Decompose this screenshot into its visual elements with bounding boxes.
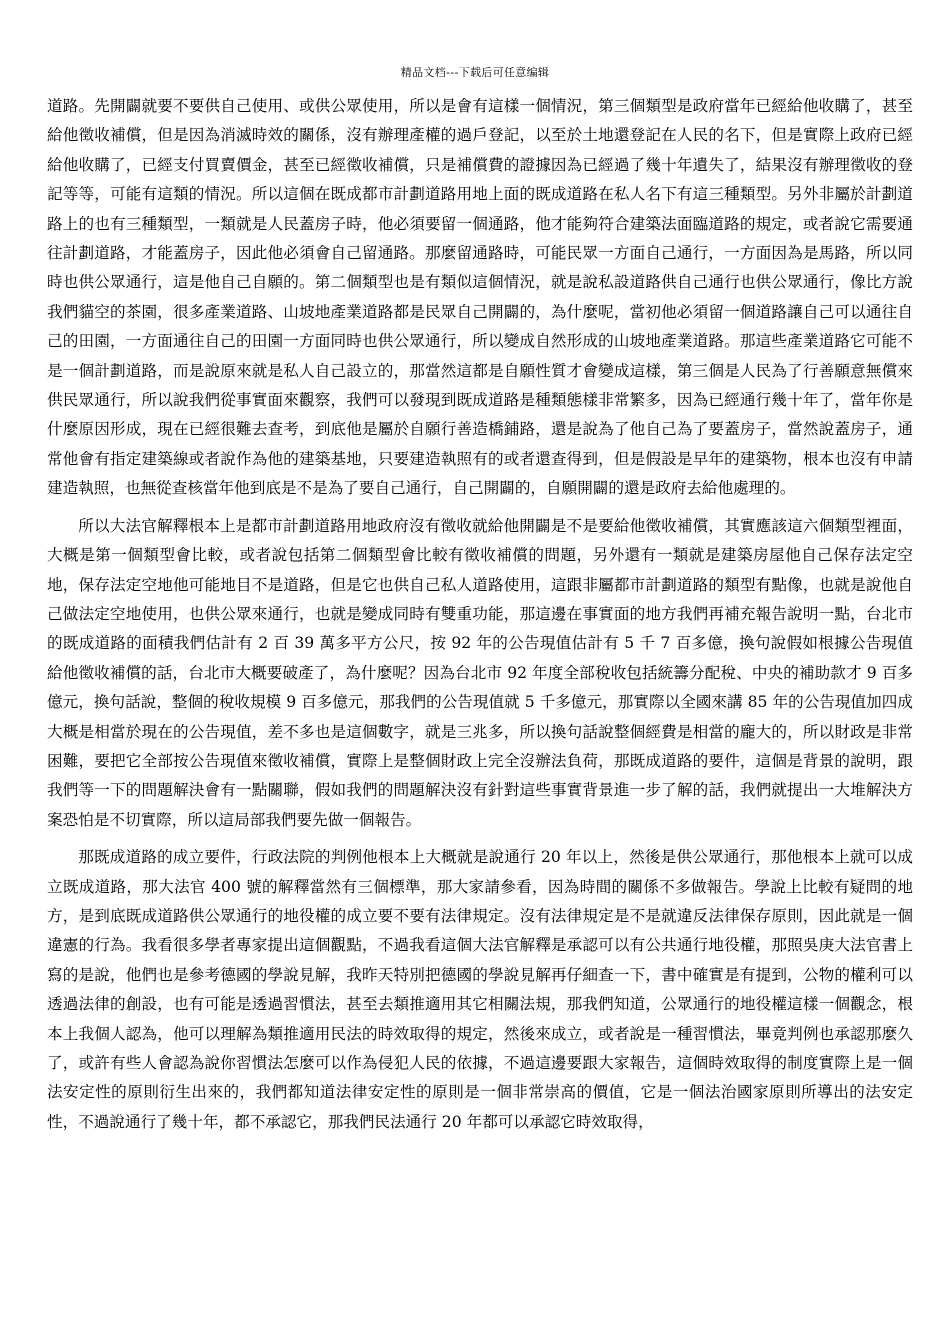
page-header-note: 精品文档---下载后可任意编辑 [400, 66, 550, 79]
document-body [47, 92, 913, 1145]
paragraph-1: 道路。先開闢就要不要供自己使用、或供公眾使用，所以是會有這樣一個情況，第三個類型是政府當年已經給他收購了，甚至給他徵收補償，但是因為消滅時效的關係，沒有辦理產權的過戶登記，以至於土地還登記在人民的名下，但是實際上政府已經給他收購了，已經支付買賣價金，甚至已經徵收補償，只是補償費的證據因為已經過了幾十年遺失了，結果沒有辦理徵收的登記等等，可能有這類的情況。所以這個在既成都市計劃道路用地上面的既成道路在私人名下有這三種類型。另外非屬於計劃道路上的也有三種類型，一類就是人民蓋房子時，他必須要留一個通路，他才能夠符合建築法面臨道路的規定，或者說它需要通往計劃道路，才能蓋房子，因此他必須會自己留通路。那麼留通路時，可能民眾一方面自己通行，一方面因為是馬路，所以同時也供公眾通行，這是他自己自願的。第二個類型也是有類似這個情況，就是說私設道路供自己通行也供公眾通行，像比方說我們貓空的茶園，很多產業道路、山坡地產業道路都是民眾自己開闢的，為什麼呢，當初他必須留一個道路讓自己可以通往自己的田園，一方面通往自己的田園一方面同時也供公眾通行，所以變成自然形成的山坡地產業道路。那這些產業道路它可能不是一個計劃道路，而是說原來就是私人自己設立的，那當然這都是自願性質才會變成這樣，第三個是人民為了行善願意無償來供民眾通行，所以說我們從事實面來觀察，我們可以發現到既成道路是種類態樣非常繁多，因為已經通行幾十年了，當年你是什麼原因形成，現在已經很難去查考，到底他是屬於自願行善造橋鋪路，還是說為了他自己為了要蓋房子，當然說蓋房子，通常他會有指定建築線或者說作為他的建築基地，只要建造執照有的或者還查得到，但是假設是早年的建築物，根本也沒有申請建造執照，也無從查核當年他到底是不是為了要自己通行，自己開闢的，自願開闢的還是政府去給他處理的。 [47, 97, 913, 498]
paragraph-3: 那既成道路的成立要件，行政法院的判例他根本上大概就是說通行 20 年以上，然後是供公眾通行，那他根本上就可以成立既成道路，那大法官 400 號的解釋當然有三個標準，那大家請參看，因為時間的關係不多做報告。學說上比較有疑問的地方，是到底既成道路供公眾通行的地役權的成立要不要有法律規定。沒有法律規定是不是就違反法律保存原則，因此就是一個違憲的行為。我看很多學者專家提出這個觀點，不過我看這個大法官解釋是承認可以有公共通行地役權，那照吳庚大法官書上寫的是說，他們也是參考德國的學說見解，我昨天特別把德國的學說見解再仔細查一下，書中確實是有提到，公物的權利可以透過法律的創設，也有可能是透過習慣法，甚至去類推適用其它相關法規，那我們知道，公眾通行的地役權這樣一個觀念，根本上我個人認為，他可以理解為類推適用民法的時效取得的規定，然後來成立，或者說是一種習慣法，畢竟判例也承認那麼久了，或許有些人會認為說你習慣法怎麼可以作為侵犯人民的依據，不過這邊要跟大家報告，這個時效取得的制度實際上是一個法安定性的原則衍生出來的，我們都知道法律安定性的原則是一個非常崇高的價值，它是一個法治國家原則所導出的法安定性，不過說通行了幾十年，都不承認它，那我們民法通行 20 年都可以承認它時效取得， [47, 848, 913, 1131]
paragraph-2: 所以大法官解釋根本上是都市計劃道路用地政府沒有徵收就給他開闢是不是要給他徵收補償，其實應該這六個類型裡面，大概是第一個類型會比較，或者說包括第二個類型會比較有徵收補償的問題，另外還有一類就是建築房屋他自己保存法定空地，保存法定空地他可能地目不是道路，但是它也供自己私人道路使用，這跟非屬都市計劃道路的類型有點像，也就是說他自己做法定空地使用，也供公眾來通行，也就是變成同時有雙重功能，那這邊在事實面的地方我們再補充報告說明一點，台北市的既成道路的面積我們估計有 2 百 39 萬多平方公尺，按 92 年的公告現值估計有 5 千 7 百多億，換句說假如根據公告現值給他徵收補償的話，台北市大概要破產了，為什麼呢？因為台北市 92 年度全部稅收包括統籌分配稅、中央的補助款才 9 百多億元，換句話說，整個的稅收規模 9 百多億元，那我們的公告現值就 5 千多億元，那實際以全國來講 85 年的公告現值加四成大概是相當於現在的公告現值，差不多也是這個數字，就是三兆多，所以換句話說整個經費是相當的龐大的，所以財政是非常困難，要把它全部按公告現值來徵收補償，實際上是整個財政上完全沒辦法負荷，那既成道路的要件，這個是背景的說明，跟我們等一下的問題解決會有一點關聯，假如我們的問題解決沒有針對這些事實背景進一步了解的話，我們就提出一大堆解決方案恐怕是不切實際，所以這局部我們要先做一個報告。 [47, 516, 913, 829]
